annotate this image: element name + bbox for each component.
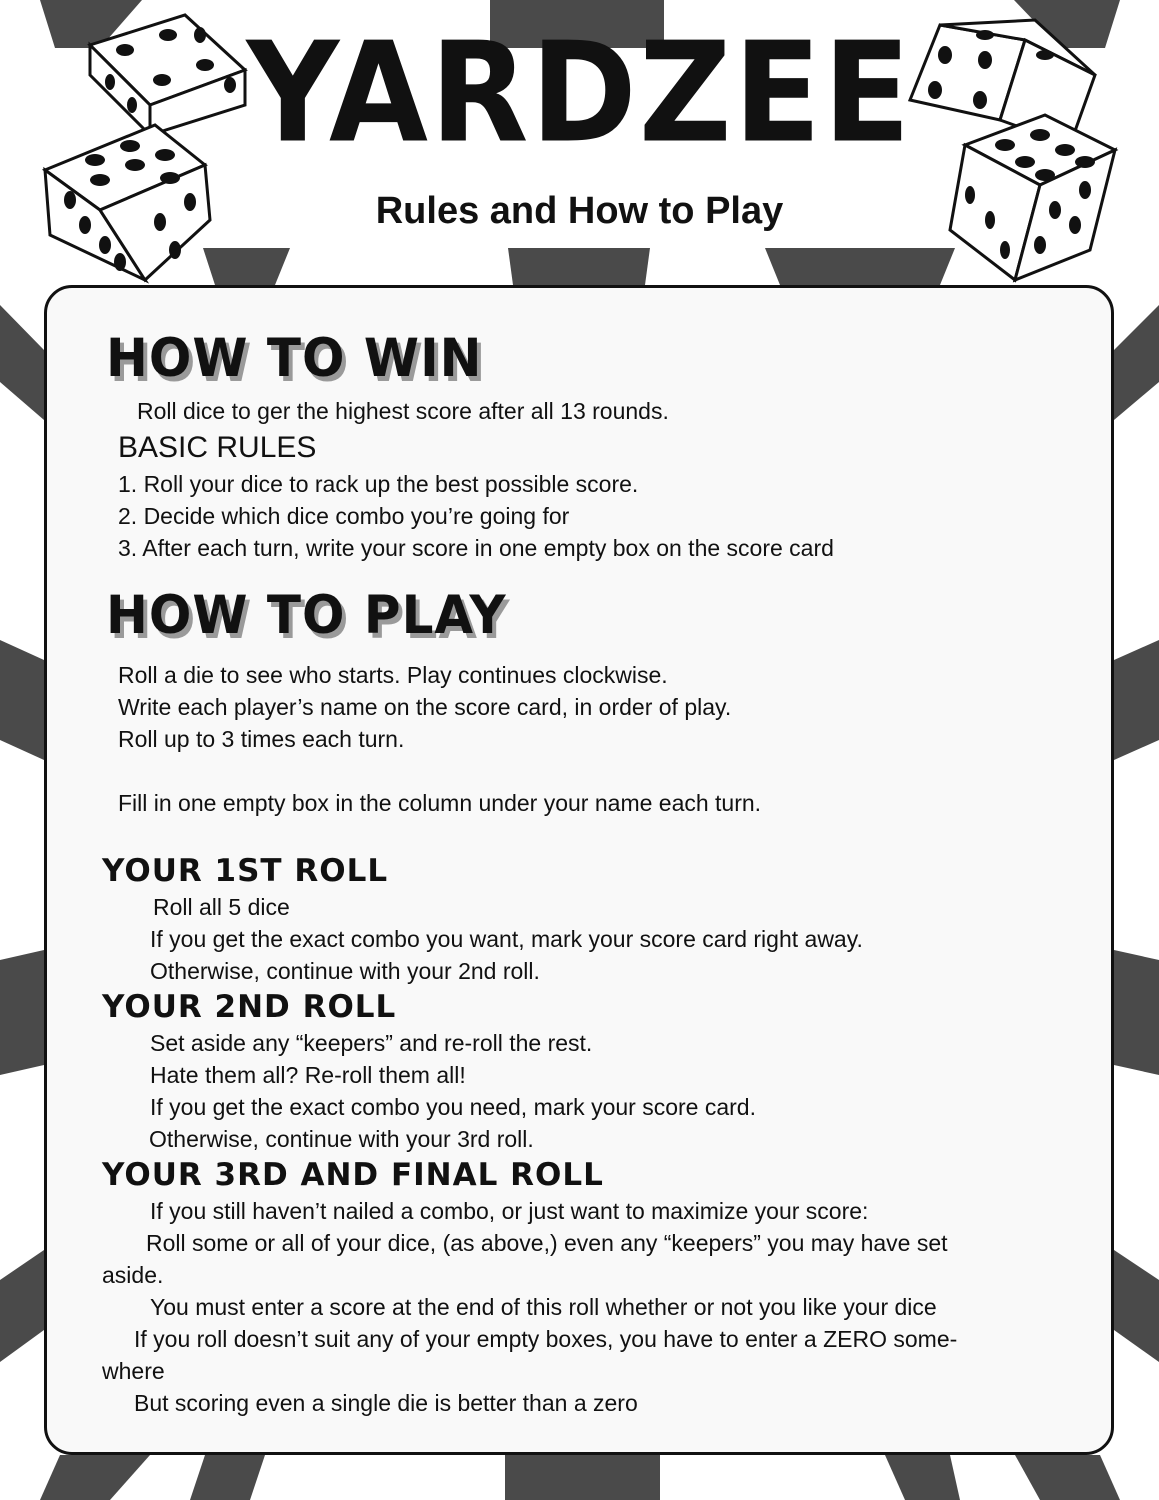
roll2-heading: YOUR 2ND ROLL bbox=[102, 989, 397, 1025]
roll3-line: Roll some or all of your dice, (as above,) even any “keepers” you may have set bbox=[146, 1230, 948, 1256]
roll1-heading: YOUR 1ST ROLL bbox=[102, 853, 389, 889]
how-to-play-heading: HOW TO PLAY bbox=[106, 584, 507, 646]
roll3-line: But scoring even a single die is better than a zero bbox=[134, 1390, 638, 1416]
roll2-line: Otherwise, continue with your 3rd roll. bbox=[149, 1126, 534, 1152]
how-to-play-line: Fill in one empty box in the column under your name each turn. bbox=[118, 790, 762, 816]
roll3-line: If you roll doesn’t suit any of your empty boxes, you have to enter a ZERO some- bbox=[134, 1326, 958, 1352]
page-title: YARDZEE bbox=[246, 12, 913, 174]
basic-rule-item: 1. Roll your dice to rack up the best possible score. bbox=[118, 471, 639, 497]
roll2-line: Hate them all? Re-roll them all! bbox=[150, 1062, 466, 1088]
how-to-win-text: Roll dice to ger the highest score after all 13 rounds. bbox=[137, 398, 669, 424]
basic-rules-heading: BASIC RULES bbox=[118, 431, 317, 464]
page-subtitle: Rules and How to Play bbox=[375, 190, 784, 232]
roll3-heading: YOUR 3RD AND FINAL ROLL bbox=[102, 1157, 604, 1193]
roll3-line: If you still haven’t nailed a combo, or just want to maximize your score: bbox=[150, 1198, 869, 1224]
roll3-line: where bbox=[102, 1358, 165, 1384]
roll1-line: Roll all 5 dice bbox=[153, 894, 290, 920]
roll1-line: If you get the exact combo you want, mark your score card right away. bbox=[150, 926, 863, 952]
how-to-win-heading: HOW TO WIN bbox=[106, 327, 483, 389]
roll3-line: aside. bbox=[102, 1262, 164, 1288]
how-to-play-line: Roll up to 3 times each turn. bbox=[118, 726, 405, 752]
roll1-line: Otherwise, continue with your 2nd roll. bbox=[150, 958, 540, 984]
how-to-play-line: Write each player’s name on the score card, in order of play. bbox=[118, 694, 732, 720]
roll3-line: You must enter a score at the end of this roll whether or not you like your dice bbox=[150, 1294, 937, 1320]
roll2-line: Set aside any “keepers” and re-roll the rest. bbox=[150, 1030, 593, 1056]
basic-rule-item: 3. After each turn, write your score in one empty box on the score card bbox=[118, 535, 834, 561]
roll2-line: If you get the exact combo you need, mark your score card. bbox=[150, 1094, 756, 1120]
how-to-play-line: Roll a die to see who starts. Play continues clockwise. bbox=[118, 662, 668, 688]
basic-rule-item: 2. Decide which dice combo you’re going for bbox=[118, 503, 570, 529]
